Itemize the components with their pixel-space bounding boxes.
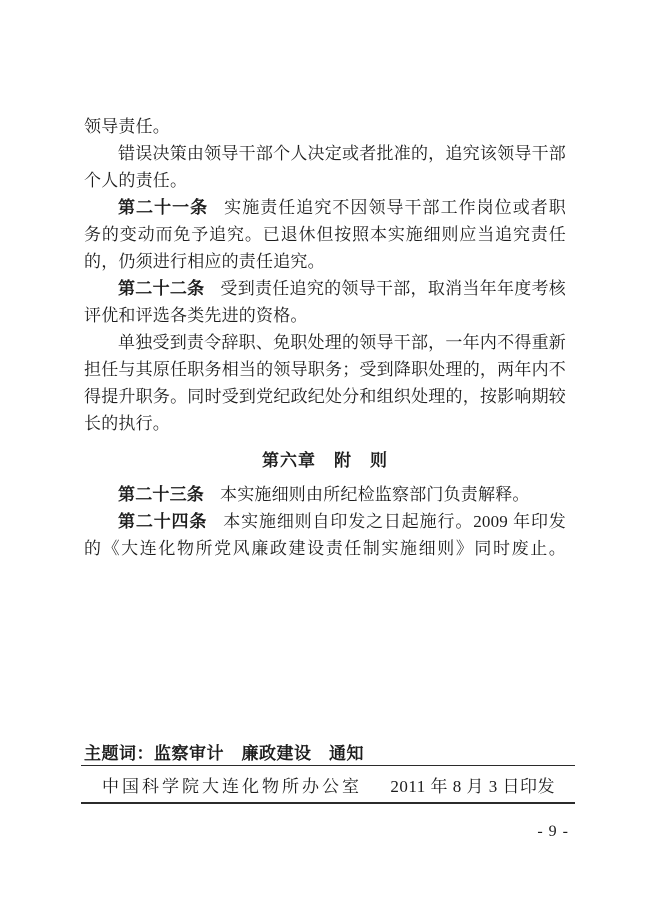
article-number: 第二十三条 [118,485,204,504]
body-line: 个人的责任。 [84,171,188,190]
issuing-office: 中国科学院大连化物所办公室 [102,776,362,796]
body-line [84,275,566,302]
body-line: 领导责任。 [84,117,170,136]
body-line: 长的执行。 [84,414,170,433]
document-body [84,113,566,562]
body-line: 评优和评选各类先进的资格。 [84,306,308,325]
print-date: 2011 年 8 月 3 日印发 [390,776,555,796]
subject-terms: 监察审计 廉政建设 通知 [154,744,364,763]
body-line: 的《大连化物所党风廉政建设责任制实施细则》同时废止。 [84,539,566,558]
body-line: 错误决策由领导干部个人决定或者批准的，追究该领导干部 [118,144,566,163]
article-number: 第二十二条 [118,279,205,298]
body-line: 的，仍须进行相应的责任追究。 [84,252,325,271]
page-number: - 9 - [537,823,569,840]
article-text: 受到责任追究的领导干部，取消当年年度考核 [220,279,567,298]
body-line: 得提升职务。同时受到党纪政纪处分和组织处理的，按影响期较 [84,387,566,406]
subject-row [81,744,575,766]
article-number: 第二十四条 [118,512,208,531]
article-text: 本实施细则自印发之日起施行。2009 年印发 [223,512,566,531]
subject-label: 主题词： [84,744,154,763]
chapter-heading: 第六章 附 则 [262,451,388,470]
body-line [84,508,566,535]
article-text: 实施责任追究不因领导干部工作岗位或者职 [224,198,566,217]
article-number: 第二十一条 [118,198,209,217]
body-line [84,481,566,508]
body-line: 担任与其原任职务相当的领导职务；受到降职处理的，两年内不 [84,360,566,379]
issuer-row [81,766,575,804]
article-text: 本实施细则由所纪检监察部门负责解释。 [220,485,530,504]
body-line [84,194,566,221]
body-line: 务的变动而免予追究。已退休但按照本实施细则应当追究责任 [84,225,566,244]
document-footer [81,744,575,841]
body-line: 单独受到责令辞职、免职处理的领导干部，一年内不得重新 [118,333,566,352]
